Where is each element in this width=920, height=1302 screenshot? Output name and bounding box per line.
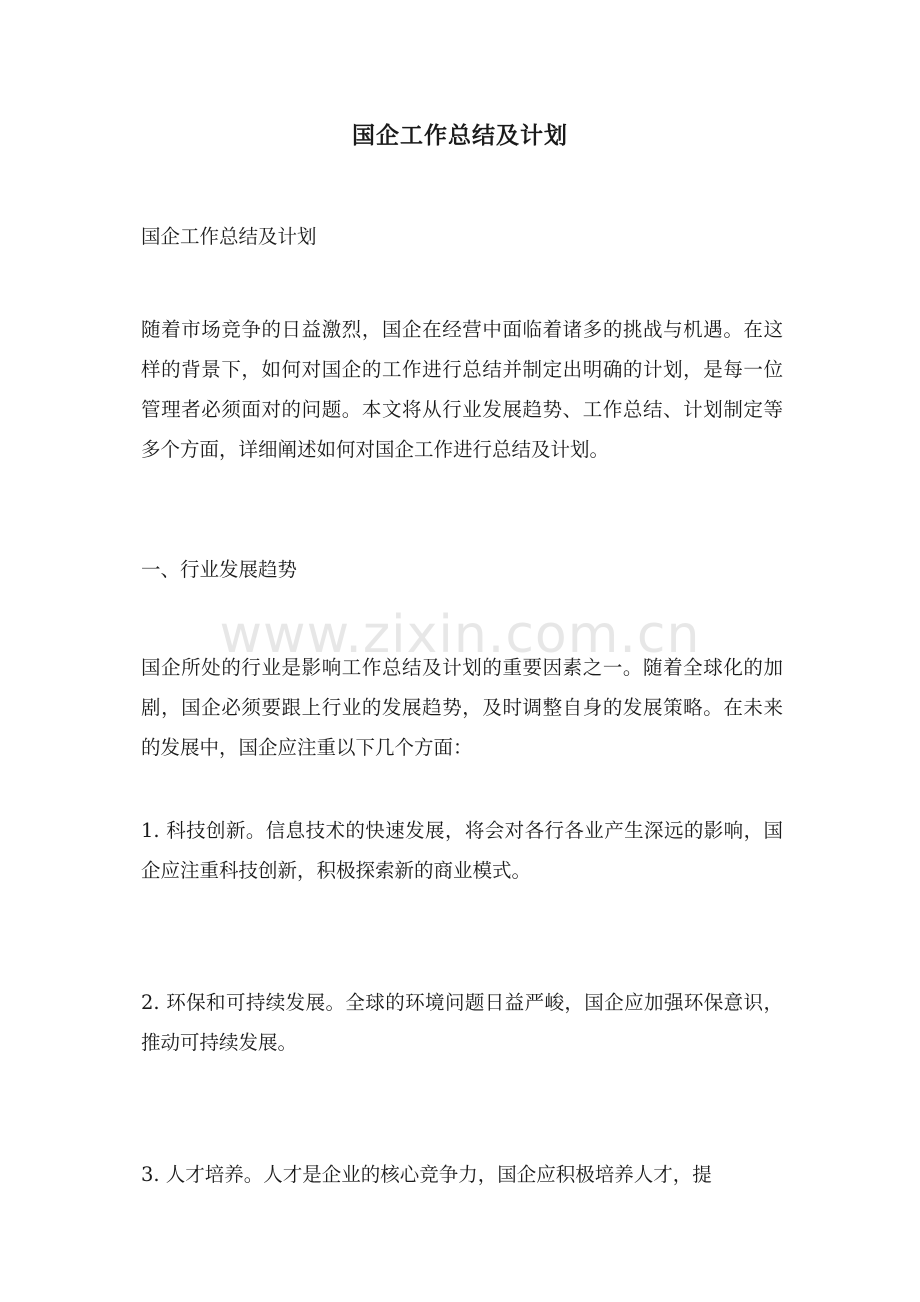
watermark: www.zixin.com.cn [219,605,701,665]
section-heading-industry-trends: 一、行业发展趋势 [141,558,298,581]
list-item-talent: 3. 人才培养。人才是企业的核心竞争力，国企应积极培养人才，提 [141,1163,712,1186]
intro-paragraph: 随着市场竞争的日益激烈，国企在经营中面临着诸多的挑战与机遇。在这样的背景下，如何对国企的工作进行总结并制定出明确的计划，是每一位管理者必须面对的问题。本文将从行业发展趋势、工作总结、计划制定等多个方面，详细阐述如何对国企工作进行总结及计划。 [141,318,783,461]
section-paragraph-industry-trends: 国企所处的行业是影响工作总结及计划的重要因素之一。随着全球化的加剧，国企必须要跟上行业的发展趋势，及时调整自身的发展策略。在未来的发展中，国企应注重以下几个方面： [141,656,783,759]
list-item-environment: 2. 环保和可持续发展。全球的环境问题日益严峻，国企应加强环保意识，推动可持续发展。 [141,991,783,1054]
list-item-tech-innovation: 1. 科技创新。信息技术的快速发展，将会对各行各业产生深远的影响，国企应注重科技创新，积极探索新的商业模式。 [141,819,783,882]
document-title: 国企工作总结及计划 [352,122,568,149]
document-subtitle: 国企工作总结及计划 [141,225,317,248]
